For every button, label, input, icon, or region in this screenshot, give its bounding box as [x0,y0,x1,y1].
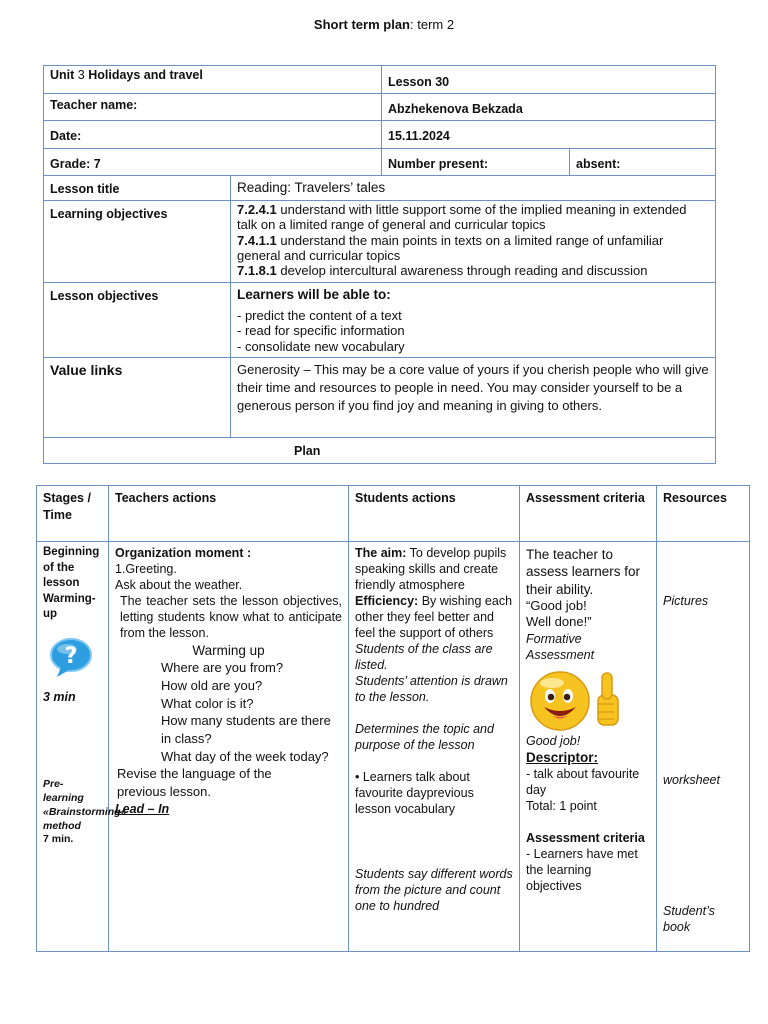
document-title: Short term plan: term 2 [313,17,455,32]
lesson-objectives-list [231,282,716,357]
students-listed: Students of the class are listed. [355,642,493,672]
resource-pictures: Pictures [663,594,709,608]
stage-time-2: 7 min. [43,833,74,846]
assessment-criteria-label: Assessment criteria [526,831,645,846]
assessment-criteria-text: - Learners have met the learning objectives [526,847,638,894]
total-points: Total: 1 point [526,799,597,814]
warmup-question: What day of the week today? [161,748,329,764]
stage-beginning: Beginning of the lesson Warming-up [43,546,100,621]
assess-intro: The teacher to assess learners for their ability. [526,547,641,597]
plan-row [44,437,716,463]
teacher-objectives: The teacher sets the lesson objectives, letting students know what to anticipate from the lesson. [120,594,342,640]
resource-worksheet: worksheet [663,773,720,787]
learning-objective-item: 7.4.1.1 understand the main points in texts on a limited range of unfamiliar general and curricular topics [237,232,664,263]
svg-text:?: ? [64,643,78,669]
lesson-number: Lesson 30 [382,66,716,94]
organization-moment: Organization moment : [115,546,252,560]
value-links-label: Value links [44,357,231,437]
assessment-cell [520,542,657,952]
lesson-title-value: Reading: Travelers’ tales [231,176,716,201]
lesson-objective-item: - read for specific information [237,323,405,339]
resource-book: Student’s book [663,904,715,934]
learning-objectives-label: Learning objectives [44,201,231,283]
greeting: 1.Greeting. [115,562,177,576]
unit-cell: Unit 3 Holidays and travel [44,66,382,94]
students-say: Students say different words from the picture and count one to hundred [355,867,513,913]
header-teacher-actions: Teachers actions [109,486,349,542]
header-students-actions: Students actions [349,486,520,542]
plan-label: Plan [294,443,321,458]
learning-objective-item: 7.2.4.1 understand with little support some of the implied meaning in extended talk on a limited range of general and curricular topics [237,202,687,233]
students-attention: Students’ attention is drawn to the lesson. [355,674,508,704]
thumbs-up-smiley-icon [526,669,632,731]
grade-label: Grade: 7 [44,149,382,176]
number-present-label: Number present: [382,149,570,176]
assess-well-done: Well done!” [526,614,592,630]
descriptor-label: Descriptor: [526,750,599,766]
teacher-name-label: Teacher name: [44,94,382,121]
teacher-name-value: Abzhekenova Bekzada [382,94,716,121]
learning-objectives-list [231,201,716,283]
assess-good-job: “Good job! [526,597,587,613]
warmup-question: What color is it? [161,695,254,711]
learning-objective-item: 7.1.8.1 develop intercultural awareness through reading and discussion [237,263,648,279]
lesson-objectives-label: Lesson objectives [44,282,231,357]
value-links-text: Generosity – This may be a core value of yours if you cherish people who will give their time and resources to people in need. You may consider yourself to be a generous person if you find joy and meaning in giving to others. [231,357,716,437]
warmup-question: How many students are there in class? [161,713,331,746]
stage-cell [37,542,127,952]
aim: The aim: To develop pupils speaking skills and create friendly atmosphere [355,546,507,592]
warming-up-heading: Warming up [192,643,265,658]
date-label: Date: [44,121,382,149]
lead-in: Lead – In [115,801,170,816]
descriptor-item: - talk about favourite day [526,767,640,798]
efficiency: Efficiency: By wishing each other they feel better and feel the support of others [355,594,513,640]
revise-language: Revise the language of the previous lesson. [117,766,272,799]
stage-time-1: 3 min [43,689,76,704]
question-bubble-icon [47,633,95,681]
resources-cell [657,542,750,952]
lesson-plan-table [36,485,750,952]
teacher-actions-cell [109,542,349,952]
absent-label: absent: [570,149,716,176]
weather: Ask about the weather. [115,578,243,592]
warmup-question: How old are you? [161,677,263,693]
header-assessment: Assessment criteria [520,486,657,542]
lesson-info-table [43,65,716,464]
header-resources: Resources [657,486,750,542]
lesson-objective-item: - consolidate new vocabulary [237,338,405,354]
warmup-question: Where are you from? [161,660,284,676]
header-stages: Stages / Time [37,486,109,542]
lesson-title-label: Lesson title [44,176,231,201]
formative-assessment: Formative Assessment [526,632,595,663]
students-actions-cell [349,542,520,952]
stage-prelearning: Pre-learning «Brainstorming» method [43,777,127,833]
learners-talk: • Learners talk about favourite dayprevious lesson vocabulary [355,770,474,816]
good-job-caption: Good job! [526,734,581,749]
topic-purpose: Determines the topic and purpose of the lesson [355,722,494,752]
learners-able-heading: Learners will be able to: [237,286,391,302]
date-value: 15.11.2024 [382,121,716,149]
lesson-objective-item: - predict the content of a text [237,307,402,323]
